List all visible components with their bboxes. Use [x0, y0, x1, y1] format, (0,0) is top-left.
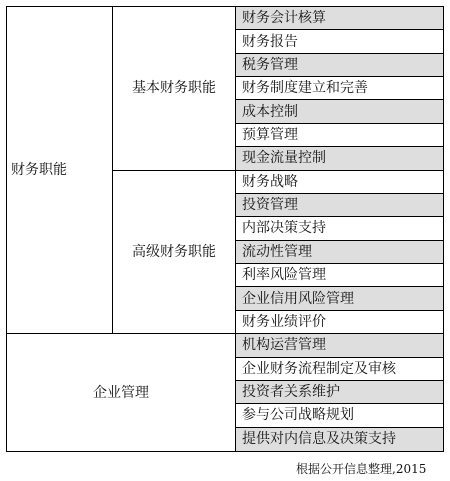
subgroup-cell-basic: 基本财务职能 — [113, 7, 236, 171]
item-cell: 参与公司战略规划 — [236, 404, 443, 427]
functions-table — [6, 6, 444, 452]
item-cell: 利率风险管理 — [236, 264, 443, 287]
item-cell: 流动性管理 — [236, 241, 443, 264]
item-cell: 财务制度建立和完善 — [236, 77, 443, 100]
item-cell: 投资者关系维护 — [236, 381, 443, 404]
item-cell: 财务会计核算 — [236, 7, 443, 30]
item-cell: 现金流量控制 — [236, 147, 443, 170]
item-cell: 成本控制 — [236, 100, 443, 123]
source-caption: 根据公开信息整理,2015 — [296, 462, 427, 476]
item-cell: 机构运营管理 — [236, 334, 443, 357]
item-cell: 财务报告 — [236, 30, 443, 53]
group-cell-enterprise-management: 企业管理 — [7, 334, 236, 451]
item-cell: 内部决策支持 — [236, 217, 443, 240]
group-cell-finance-functions: 财务职能 — [7, 7, 113, 334]
item-cell: 企业财务流程制定及审核 — [236, 358, 443, 381]
item-cell: 财务业绩评价 — [236, 311, 443, 334]
item-cell: 预算管理 — [236, 124, 443, 147]
item-cell: 投资管理 — [236, 194, 443, 217]
item-cell: 企业信用风险管理 — [236, 287, 443, 310]
subgroup-cell-advanced: 高级财务职能 — [113, 171, 236, 335]
item-cell: 财务战略 — [236, 171, 443, 194]
item-cell: 提供对内信息及决策支持 — [236, 428, 443, 451]
item-cell: 税务管理 — [236, 54, 443, 77]
